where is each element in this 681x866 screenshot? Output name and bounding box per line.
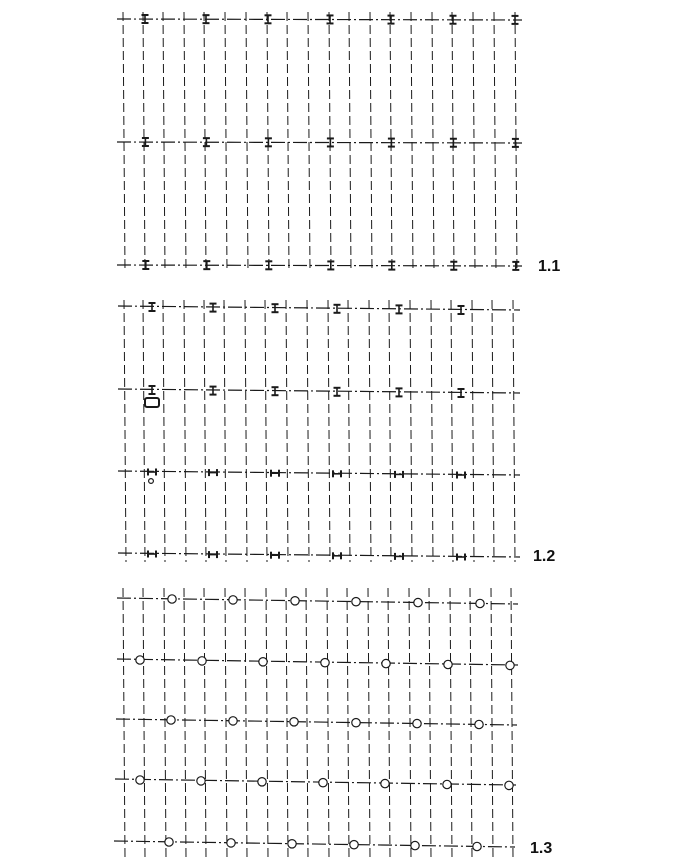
h-column-marker xyxy=(271,552,279,559)
h-column-marker xyxy=(271,470,279,477)
circular-column-marker xyxy=(413,719,421,727)
h-column-marker xyxy=(148,551,156,558)
circular-column-marker xyxy=(168,595,176,603)
i-column-marker xyxy=(272,304,279,312)
i-column-marker xyxy=(265,15,272,23)
circular-column-marker xyxy=(444,660,452,668)
grid-figure-1-2 xyxy=(118,300,520,562)
horizontal-grid-line xyxy=(115,779,516,785)
circular-column-marker xyxy=(198,657,206,665)
vertical-grid-line xyxy=(307,300,309,562)
horizontal-grid-line xyxy=(117,142,522,143)
vertical-grid-line xyxy=(473,12,475,272)
horizontal-grid-line xyxy=(117,19,522,20)
horizontal-grid-line xyxy=(116,719,517,725)
vertical-grid-line xyxy=(308,12,310,272)
circular-column-marker xyxy=(443,780,451,788)
vertical-grid-line xyxy=(328,300,330,562)
vertical-grid-line xyxy=(143,300,145,562)
grid-figure-1-1 xyxy=(117,12,522,272)
circular-column-marker xyxy=(381,779,389,787)
vertical-grid-line xyxy=(123,588,125,858)
i-column-marker xyxy=(396,388,403,396)
horizontal-grid-line xyxy=(117,265,522,266)
h-column-marker xyxy=(457,554,465,561)
circular-column-marker xyxy=(229,717,237,725)
grid-figure-1-3 xyxy=(114,588,518,858)
circular-column-marker xyxy=(136,656,144,664)
i-column-marker xyxy=(210,387,217,395)
horizontal-grid-line xyxy=(114,841,515,847)
vertical-grid-line xyxy=(450,588,452,858)
vertical-grid-line xyxy=(245,300,247,562)
horizontal-grid-line xyxy=(117,659,518,665)
vertical-grid-line xyxy=(470,588,472,858)
vertical-grid-line xyxy=(432,12,434,272)
circular-column-marker xyxy=(506,661,514,669)
vertical-grid-line xyxy=(472,300,474,562)
vertical-grid-line xyxy=(431,300,433,562)
vertical-grid-line xyxy=(429,588,431,858)
vertical-grid-line xyxy=(124,300,126,562)
vertical-grid-line xyxy=(492,300,494,562)
i-column-marker xyxy=(149,386,156,394)
small-circle-icon xyxy=(149,479,154,484)
vertical-grid-line xyxy=(164,588,166,858)
circular-column-marker xyxy=(352,719,360,727)
h-column-marker xyxy=(148,469,156,476)
circular-column-marker xyxy=(288,840,296,848)
vertical-grid-line xyxy=(451,300,453,562)
circular-column-marker xyxy=(167,716,175,724)
vertical-grid-line xyxy=(411,12,413,272)
vertical-grid-line xyxy=(204,300,206,562)
circular-column-marker xyxy=(321,659,329,667)
circular-column-marker xyxy=(411,841,419,849)
vertical-grid-line xyxy=(327,588,329,858)
h-column-marker xyxy=(333,470,341,477)
circular-column-marker xyxy=(382,659,390,667)
vertical-grid-line xyxy=(225,588,227,858)
circular-column-marker xyxy=(136,776,144,784)
vertical-grid-line xyxy=(265,300,267,562)
vertical-grid-line xyxy=(513,300,515,562)
vertical-grid-line xyxy=(511,588,513,858)
figure-label-1-3: 1.3 xyxy=(530,840,553,857)
i-column-marker xyxy=(396,305,403,313)
i-column-marker xyxy=(210,304,217,312)
i-column-marker xyxy=(272,387,279,395)
i-column-marker xyxy=(458,389,465,397)
vertical-grid-line xyxy=(204,588,206,858)
vertical-grid-line xyxy=(184,588,186,858)
circular-column-marker xyxy=(473,842,481,850)
i-column-marker xyxy=(265,138,272,146)
circular-column-marker xyxy=(258,778,266,786)
circular-column-marker xyxy=(414,598,422,606)
vertical-grid-line xyxy=(224,300,226,562)
circular-column-marker xyxy=(165,838,173,846)
i-column-marker xyxy=(458,306,465,314)
vertical-grid-line xyxy=(389,300,391,562)
vertical-grid-line xyxy=(266,588,268,858)
circular-column-marker xyxy=(227,839,235,847)
vertical-grid-line xyxy=(225,12,227,272)
vertical-grid-line xyxy=(306,588,308,858)
vertical-grid-line xyxy=(410,300,412,562)
figure-label-1-1: 1.1 xyxy=(538,258,561,275)
circular-column-marker xyxy=(505,781,513,789)
vertical-grid-line xyxy=(246,12,248,272)
vertical-grid-line xyxy=(286,588,288,858)
vertical-grid-line xyxy=(494,12,496,272)
i-column-marker xyxy=(149,303,156,311)
vertical-grid-line xyxy=(163,300,165,562)
h-column-marker xyxy=(209,551,217,558)
circular-column-marker xyxy=(291,597,299,605)
h-column-marker xyxy=(209,469,217,476)
h-column-marker xyxy=(333,552,341,559)
circular-column-marker xyxy=(290,718,298,726)
vertical-grid-line xyxy=(143,588,145,858)
h-column-marker xyxy=(395,471,403,478)
vertical-grid-line xyxy=(348,300,350,562)
vertical-grid-line xyxy=(245,588,247,858)
h-column-marker xyxy=(395,553,403,560)
figure-label-1-2: 1.2 xyxy=(533,548,556,565)
vertical-grid-line xyxy=(184,300,186,562)
circular-column-marker xyxy=(350,841,358,849)
circular-column-marker xyxy=(197,777,205,785)
circular-column-marker xyxy=(259,658,267,666)
circular-column-marker xyxy=(475,720,483,728)
circular-column-marker xyxy=(352,598,360,606)
circular-column-marker xyxy=(476,599,484,607)
circular-column-marker xyxy=(319,779,327,787)
vertical-grid-line xyxy=(491,588,493,858)
vertical-grid-line xyxy=(370,12,372,272)
lift-box-icon xyxy=(145,398,159,407)
vertical-grid-line xyxy=(369,300,371,562)
horizontal-grid-line xyxy=(117,598,518,604)
vertical-grid-line xyxy=(286,300,288,562)
h-column-marker xyxy=(457,472,465,479)
circular-column-marker xyxy=(229,596,237,604)
